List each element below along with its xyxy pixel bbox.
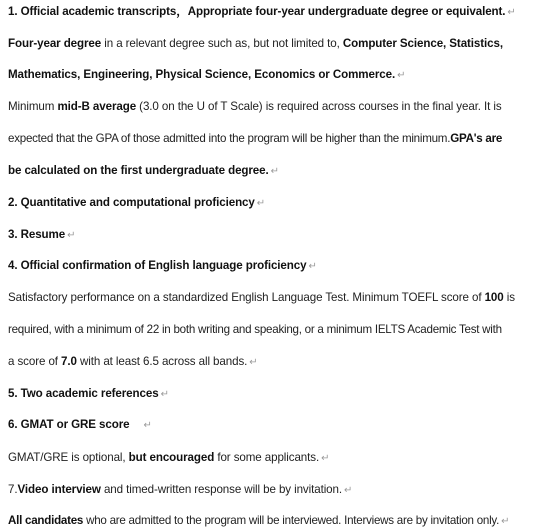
- degree-fields-bold: Computer Science, Statistics,: [342, 37, 503, 50]
- requirement-2-line: [8, 194, 544, 212]
- all-candidates-text: who are admitted to the program will be interviewed. Interviews are by invitation only.: [83, 514, 500, 527]
- paragraph-mark-icon: ↵: [344, 485, 353, 496]
- ielts-score-bold: 7.0: [61, 355, 77, 368]
- requirement-2-heading: 2. Quantitative and computational proficiency: [8, 196, 255, 209]
- degree-fields-bold-continued: Mathematics, Engineering, Physical Science, Economics or Commerce.: [8, 68, 396, 81]
- average-text: (3.0 on the U of T Scale) is required across courses in the final year. It is: [136, 100, 502, 113]
- gmat-text-end: for some applicants.: [214, 451, 320, 464]
- paragraph-mark-icon: ↵: [507, 7, 516, 18]
- ielts-text-start: a score of: [8, 355, 62, 368]
- video-interview-text: and timed-written response will be by invitation.: [100, 483, 342, 496]
- toefl-score-bold: 100: [484, 291, 504, 304]
- item-7-number: 7.: [8, 483, 18, 496]
- requirement-1-heading: 1. Official academic transcripts，Appropriate four-year undergraduate degree or equivalent.: [8, 5, 506, 18]
- english-line-2: [8, 321, 544, 339]
- requirement-3-line: [8, 226, 544, 244]
- english-line-3: [8, 353, 544, 371]
- requirement-6-line: [8, 416, 544, 434]
- requirement-1-heading-line: [8, 3, 544, 21]
- degree-line-1: [8, 35, 544, 53]
- requirement-4-heading: 4. Official confirmation of English language proficiency: [8, 259, 307, 272]
- average-line-3: [8, 162, 544, 180]
- video-interview-bold: Video interview: [17, 483, 101, 496]
- average-line-1: [8, 98, 544, 116]
- requirement-4-line: [8, 257, 544, 275]
- requirement-3-heading: 3. Resume: [8, 228, 66, 241]
- paragraph-mark-icon: ↵: [270, 166, 279, 177]
- paragraph-mark-icon: ↵: [308, 261, 317, 272]
- paragraph-mark-icon: ↵: [143, 420, 152, 431]
- paragraph-mark-icon: ↵: [501, 516, 510, 527]
- paragraph-mark-icon: ↵: [321, 453, 330, 464]
- paragraph-mark-icon: ↵: [160, 389, 169, 400]
- all-candidates-line: [8, 512, 544, 530]
- requirement-5-heading: 5. Two academic references: [8, 387, 159, 400]
- gpa-bold: GPA's are: [450, 132, 503, 145]
- paragraph-mark-icon: ↵: [249, 357, 258, 368]
- english-text: Satisfactory performance on a standardized English Language Test. Minimum TOEFL score of: [8, 291, 485, 304]
- degree-text: in a relevant degree such as, but not limited to,: [101, 37, 343, 50]
- all-candidates-bold: All candidates: [8, 514, 84, 527]
- degree-bold-label: Four-year degree: [8, 37, 102, 50]
- ielts-text-end: with at least 6.5 across all bands.: [76, 355, 248, 368]
- gpa-expectation-text: expected that the GPA of those admitted into the program will be higher than the minimum.: [8, 132, 451, 145]
- average-text-start: Minimum: [8, 100, 58, 113]
- but-encouraged-bold: but encouraged: [128, 451, 215, 464]
- gmat-line: [8, 449, 544, 467]
- requirement-5-line: [8, 385, 544, 403]
- video-interview-line: [8, 481, 544, 499]
- gpa-bold-continued: be calculated on the first undergraduate degree.: [8, 164, 269, 177]
- english-text-is: is: [503, 291, 515, 304]
- paragraph-mark-icon: ↵: [67, 230, 76, 241]
- gmat-text-start: GMAT/GRE is optional,: [8, 451, 129, 464]
- degree-line-2: [8, 66, 544, 84]
- requirement-6-heading: 6. GMAT or GRE score: [8, 418, 130, 431]
- paragraph-mark-icon: ↵: [397, 70, 406, 81]
- english-requirement-text: required, with a minimum of 22 in both writing and speaking, or a minimum IELTS Academic Test with: [8, 323, 502, 336]
- mid-b-average-bold: mid-B average: [57, 100, 137, 113]
- paragraph-mark-icon: ↵: [256, 198, 266, 209]
- average-line-2: [8, 130, 544, 148]
- english-line-1: [8, 289, 544, 307]
